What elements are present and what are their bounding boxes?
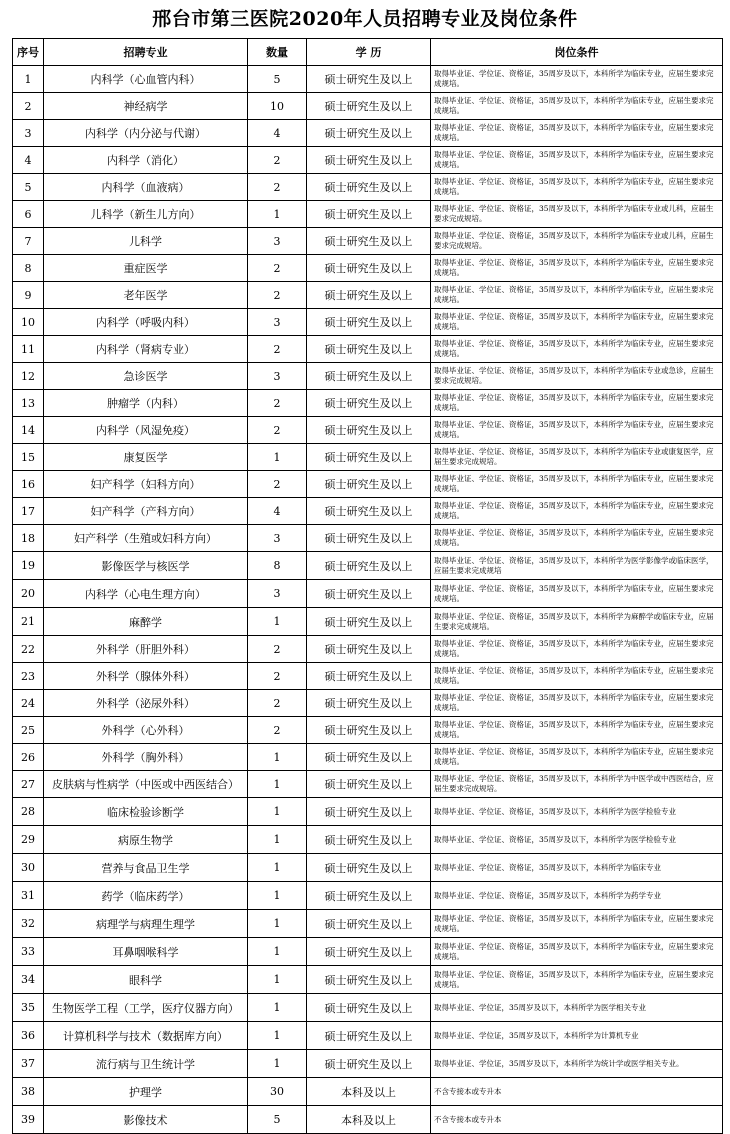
cell-count: 1 bbox=[248, 201, 307, 228]
table-row bbox=[13, 690, 723, 717]
cell-count: 4 bbox=[248, 498, 307, 525]
cell-count: 3 bbox=[248, 363, 307, 390]
cell-count: 2 bbox=[248, 147, 307, 174]
cell-no: 6 bbox=[13, 201, 44, 228]
cell-count: 2 bbox=[248, 717, 307, 744]
cell-major: 外科学（心外科） bbox=[44, 717, 248, 744]
cell-count: 1 bbox=[248, 994, 307, 1022]
cell-education: 硕士研究生及以上 bbox=[307, 798, 431, 826]
cell-no: 10 bbox=[13, 309, 44, 336]
cell-education: 硕士研究生及以上 bbox=[307, 444, 431, 471]
cell-conditions: 取得毕业证、学位证、资格证，35周岁及以下，本科所学为医学影像学或临床医学，应届生要求完成规培 bbox=[431, 552, 723, 580]
cell-conditions: 取得毕业证、学位证、资格证，35周岁及以下，本科所学为临床专业，应届生要求完成规培。 bbox=[431, 471, 723, 498]
cell-conditions: 取得毕业证、学位证、资格证，35周岁及以下，本科所学为临床专业，应届生要求完成规培。 bbox=[431, 690, 723, 717]
table-row bbox=[13, 744, 723, 771]
cell-education: 硕士研究生及以上 bbox=[307, 717, 431, 744]
table-row bbox=[13, 826, 723, 854]
table-row bbox=[13, 228, 723, 255]
cell-major: 内科学（消化） bbox=[44, 147, 248, 174]
cell-no: 36 bbox=[13, 1022, 44, 1050]
cell-no: 14 bbox=[13, 417, 44, 444]
table-row bbox=[13, 636, 723, 663]
cell-conditions: 取得毕业证、学位证、资格证，35周岁及以下，本科所学为临床专业，应届生要求完成规培。 bbox=[431, 498, 723, 525]
cell-conditions: 取得毕业证、学位证、资格证，35周岁及以下，本科所学为临床专业，应届生要求完成规培。 bbox=[431, 120, 723, 147]
cell-major: 外科学（肝胆外科） bbox=[44, 636, 248, 663]
cell-no: 16 bbox=[13, 471, 44, 498]
table-row bbox=[13, 147, 723, 174]
header-education: 学 历 bbox=[307, 39, 431, 66]
table-row bbox=[13, 444, 723, 471]
cell-conditions: 取得毕业证、学位证、资格证，35周岁及以下，本科所学为临床专业，应届生要求完成规培。 bbox=[431, 966, 723, 994]
table-row bbox=[13, 552, 723, 580]
cell-major: 妇产科学（产科方向） bbox=[44, 498, 248, 525]
cell-major: 神经病学 bbox=[44, 93, 248, 120]
table-row bbox=[13, 93, 723, 120]
cell-count: 2 bbox=[248, 282, 307, 309]
cell-education: 硕士研究生及以上 bbox=[307, 120, 431, 147]
cell-major: 儿科学 bbox=[44, 228, 248, 255]
cell-education: 硕士研究生及以上 bbox=[307, 525, 431, 552]
cell-conditions: 不含专接本或专升本 bbox=[431, 1078, 723, 1106]
cell-major: 老年医学 bbox=[44, 282, 248, 309]
cell-count: 1 bbox=[248, 771, 307, 798]
table-row bbox=[13, 966, 723, 994]
cell-major: 肿瘤学（内科） bbox=[44, 390, 248, 417]
cell-conditions: 取得毕业证、学位证、资格证，35周岁及以下，本科所学为药学专业 bbox=[431, 882, 723, 910]
cell-education: 硕士研究生及以上 bbox=[307, 826, 431, 854]
cell-conditions: 取得毕业证、学位证、资格证，35周岁及以下，本科所学为临床专业，应届生要求完成规培。 bbox=[431, 717, 723, 744]
cell-major: 流行病与卫生统计学 bbox=[44, 1050, 248, 1078]
cell-education: 硕士研究生及以上 bbox=[307, 1050, 431, 1078]
header-major: 招聘专业 bbox=[44, 39, 248, 66]
cell-no: 33 bbox=[13, 938, 44, 966]
cell-major: 麻醉学 bbox=[44, 608, 248, 636]
cell-education: 硕士研究生及以上 bbox=[307, 336, 431, 363]
cell-education: 硕士研究生及以上 bbox=[307, 174, 431, 201]
cell-no: 21 bbox=[13, 608, 44, 636]
cell-no: 37 bbox=[13, 1050, 44, 1078]
table-row bbox=[13, 309, 723, 336]
table-row bbox=[13, 120, 723, 147]
cell-no: 26 bbox=[13, 744, 44, 771]
cell-major: 内科学（呼吸内科） bbox=[44, 309, 248, 336]
cell-major: 内科学（心电生理方向） bbox=[44, 580, 248, 608]
cell-education: 硕士研究生及以上 bbox=[307, 882, 431, 910]
cell-no: 19 bbox=[13, 552, 44, 580]
header-count: 数量 bbox=[248, 39, 307, 66]
cell-count: 3 bbox=[248, 228, 307, 255]
cell-major: 外科学（泌尿外科） bbox=[44, 690, 248, 717]
cell-count: 4 bbox=[248, 120, 307, 147]
cell-conditions: 取得毕业证、学位证、资格证，35周岁及以下，本科所学为临床专业，应届生要求完成规培。 bbox=[431, 309, 723, 336]
table-row bbox=[13, 1078, 723, 1106]
cell-conditions: 取得毕业证、学位证，35周岁及以下，本科所学为医学相关专业 bbox=[431, 994, 723, 1022]
cell-count: 3 bbox=[248, 309, 307, 336]
table-row bbox=[13, 994, 723, 1022]
cell-no: 31 bbox=[13, 882, 44, 910]
cell-major: 内科学（心血管内科） bbox=[44, 66, 248, 93]
cell-education: 硕士研究生及以上 bbox=[307, 580, 431, 608]
cell-major: 内科学（内分泌与代谢） bbox=[44, 120, 248, 147]
cell-count: 1 bbox=[248, 966, 307, 994]
cell-count: 30 bbox=[248, 1078, 307, 1106]
cell-education: 硕士研究生及以上 bbox=[307, 66, 431, 93]
cell-education: 硕士研究生及以上 bbox=[307, 690, 431, 717]
table-row bbox=[13, 255, 723, 282]
cell-no: 32 bbox=[13, 910, 44, 938]
cell-major: 影像技术 bbox=[44, 1106, 248, 1134]
cell-conditions: 取得毕业证、学位证、资格证，35周岁及以下，本科所学为临床专业，应届生要求完成规培。 bbox=[431, 147, 723, 174]
cell-conditions: 取得毕业证、学位证、资格证，35周岁及以下，本科所学为临床专业 bbox=[431, 854, 723, 882]
cell-conditions: 取得毕业证、学位证、资格证，35周岁及以下，本科所学为临床专业，应届生要求完成规培。 bbox=[431, 636, 723, 663]
cell-conditions: 取得毕业证、学位证、资格证，35周岁及以下，本科所学为临床专业，应届生要求完成规培。 bbox=[431, 417, 723, 444]
cell-count: 2 bbox=[248, 471, 307, 498]
cell-education: 硕士研究生及以上 bbox=[307, 771, 431, 798]
cell-no: 12 bbox=[13, 363, 44, 390]
cell-major: 康复医学 bbox=[44, 444, 248, 471]
cell-no: 25 bbox=[13, 717, 44, 744]
cell-education: 硕士研究生及以上 bbox=[307, 147, 431, 174]
cell-conditions: 不含专接本或专升本 bbox=[431, 1106, 723, 1134]
cell-no: 15 bbox=[13, 444, 44, 471]
table-row bbox=[13, 174, 723, 201]
cell-no: 30 bbox=[13, 854, 44, 882]
cell-no: 27 bbox=[13, 771, 44, 798]
cell-count: 1 bbox=[248, 882, 307, 910]
cell-education: 本科及以上 bbox=[307, 1078, 431, 1106]
cell-count: 1 bbox=[248, 826, 307, 854]
cell-major: 妇产科学（妇科方向） bbox=[44, 471, 248, 498]
cell-no: 24 bbox=[13, 690, 44, 717]
cell-count: 1 bbox=[248, 938, 307, 966]
cell-major: 眼科学 bbox=[44, 966, 248, 994]
cell-no: 20 bbox=[13, 580, 44, 608]
cell-conditions: 取得毕业证、学位证、资格证，35周岁及以下，本科所学为麻醉学或临床专业，应届生要求完成规培。 bbox=[431, 608, 723, 636]
cell-education: 硕士研究生及以上 bbox=[307, 636, 431, 663]
cell-conditions: 取得毕业证、学位证，35周岁及以下，本科所学为统计学或医学相关专业。 bbox=[431, 1050, 723, 1078]
cell-conditions: 取得毕业证、学位证、资格证，35周岁及以下，本科所学为临床专业，应届生要求完成规培。 bbox=[431, 174, 723, 201]
cell-conditions: 取得毕业证、学位证、资格证，35周岁及以下，本科所学为临床专业或儿科，应届生要求完成规培。 bbox=[431, 228, 723, 255]
cell-no: 8 bbox=[13, 255, 44, 282]
cell-count: 1 bbox=[248, 798, 307, 826]
table-row bbox=[13, 854, 723, 882]
cell-count: 2 bbox=[248, 336, 307, 363]
cell-no: 4 bbox=[13, 147, 44, 174]
cell-conditions: 取得毕业证、学位证、资格证，35周岁及以下，本科所学为医学检验专业 bbox=[431, 826, 723, 854]
table-row bbox=[13, 663, 723, 690]
table-row bbox=[13, 882, 723, 910]
cell-conditions: 取得毕业证、学位证，35周岁及以下，本科所学为计算机专业 bbox=[431, 1022, 723, 1050]
cell-count: 2 bbox=[248, 390, 307, 417]
cell-major: 影像医学与核医学 bbox=[44, 552, 248, 580]
table-row bbox=[13, 910, 723, 938]
cell-education: 硕士研究生及以上 bbox=[307, 938, 431, 966]
table-row bbox=[13, 525, 723, 552]
cell-major: 药学（临床药学） bbox=[44, 882, 248, 910]
cell-education: 硕士研究生及以上 bbox=[307, 201, 431, 228]
header-no: 序号 bbox=[13, 39, 44, 66]
cell-count: 2 bbox=[248, 663, 307, 690]
cell-education: 硕士研究生及以上 bbox=[307, 255, 431, 282]
cell-education: 硕士研究生及以上 bbox=[307, 1022, 431, 1050]
cell-education: 硕士研究生及以上 bbox=[307, 552, 431, 580]
cell-conditions: 取得毕业证、学位证、资格证，35周岁及以下，本科所学为临床专业，应届生要求完成规培。 bbox=[431, 580, 723, 608]
cell-conditions: 取得毕业证、学位证、资格证，35周岁及以下，本科所学为临床专业，应届生要求完成规培。 bbox=[431, 255, 723, 282]
cell-major: 内科学（肾病专业） bbox=[44, 336, 248, 363]
table-row bbox=[13, 498, 723, 525]
cell-no: 35 bbox=[13, 994, 44, 1022]
cell-major: 耳鼻咽喉科学 bbox=[44, 938, 248, 966]
cell-count: 2 bbox=[248, 174, 307, 201]
cell-education: 硕士研究生及以上 bbox=[307, 93, 431, 120]
cell-count: 2 bbox=[248, 636, 307, 663]
cell-conditions: 取得毕业证、学位证、资格证，35周岁及以下，本科所学为临床专业或康复医学，应届生要求完成规培。 bbox=[431, 444, 723, 471]
table-header-row bbox=[13, 39, 723, 66]
cell-major: 病原生物学 bbox=[44, 826, 248, 854]
page-title: 邢台市第三医院2020年人员招聘专业及岗位条件 bbox=[152, 8, 578, 30]
cell-no: 38 bbox=[13, 1078, 44, 1106]
cell-conditions: 取得毕业证、学位证、资格证，35周岁及以下，本科所学为临床专业，应届生要求完成规培。 bbox=[431, 336, 723, 363]
cell-no: 17 bbox=[13, 498, 44, 525]
cell-major: 急诊医学 bbox=[44, 363, 248, 390]
cell-no: 22 bbox=[13, 636, 44, 663]
table-row bbox=[13, 580, 723, 608]
table-row bbox=[13, 608, 723, 636]
cell-no: 11 bbox=[13, 336, 44, 363]
cell-no: 1 bbox=[13, 66, 44, 93]
table-row bbox=[13, 282, 723, 309]
cell-major: 儿科学（新生儿方向） bbox=[44, 201, 248, 228]
cell-conditions: 取得毕业证、学位证、资格证，35周岁及以下，本科所学为临床专业或急诊，应届生要求完成规培。 bbox=[431, 363, 723, 390]
cell-major: 计算机科学与技术（数据库方向） bbox=[44, 1022, 248, 1050]
cell-education: 硕士研究生及以上 bbox=[307, 498, 431, 525]
cell-conditions: 取得毕业证、学位证、资格证，35周岁及以下，本科所学为临床专业，应届生要求完成规培。 bbox=[431, 938, 723, 966]
table-row bbox=[13, 390, 723, 417]
cell-education: 硕士研究生及以上 bbox=[307, 744, 431, 771]
cell-major: 外科学（胸外科） bbox=[44, 744, 248, 771]
cell-education: 硕士研究生及以上 bbox=[307, 663, 431, 690]
cell-no: 5 bbox=[13, 174, 44, 201]
table-row bbox=[13, 717, 723, 744]
cell-education: 硕士研究生及以上 bbox=[307, 966, 431, 994]
cell-education: 硕士研究生及以上 bbox=[307, 309, 431, 336]
cell-conditions: 取得毕业证、学位证、资格证，35周岁及以下，本科所学为临床专业，应届生要求完成规培。 bbox=[431, 66, 723, 93]
cell-conditions: 取得毕业证、学位证、资格证，35周岁及以下，本科所学为临床专业，应届生要求完成规培。 bbox=[431, 390, 723, 417]
table-row bbox=[13, 771, 723, 798]
cell-count: 1 bbox=[248, 744, 307, 771]
cell-major: 妇产科学（生殖或妇科方向） bbox=[44, 525, 248, 552]
cell-count: 5 bbox=[248, 66, 307, 93]
cell-no: 23 bbox=[13, 663, 44, 690]
cell-major: 内科学（血液病） bbox=[44, 174, 248, 201]
cell-no: 7 bbox=[13, 228, 44, 255]
recruitment-table bbox=[12, 38, 723, 1134]
table-row bbox=[13, 66, 723, 93]
table-body bbox=[13, 66, 723, 1134]
table-row bbox=[13, 471, 723, 498]
cell-conditions: 取得毕业证、学位证、资格证，35周岁及以下，本科所学为临床专业，应届生要求完成规培。 bbox=[431, 282, 723, 309]
cell-education: 硕士研究生及以上 bbox=[307, 228, 431, 255]
cell-conditions: 取得毕业证、学位证、资格证，35周岁及以下，本科所学为医学检验专业 bbox=[431, 798, 723, 826]
cell-no: 9 bbox=[13, 282, 44, 309]
cell-no: 39 bbox=[13, 1106, 44, 1134]
cell-education: 硕士研究生及以上 bbox=[307, 282, 431, 309]
table-row bbox=[13, 417, 723, 444]
cell-education: 硕士研究生及以上 bbox=[307, 854, 431, 882]
cell-count: 2 bbox=[248, 690, 307, 717]
cell-count: 10 bbox=[248, 93, 307, 120]
cell-conditions: 取得毕业证、学位证、资格证，35周岁及以下，本科所学为临床专业，应届生要求完成规培。 bbox=[431, 525, 723, 552]
cell-count: 1 bbox=[248, 608, 307, 636]
cell-major: 内科学（风湿免疫） bbox=[44, 417, 248, 444]
cell-major: 病理学与病理生理学 bbox=[44, 910, 248, 938]
cell-education: 本科及以上 bbox=[307, 1106, 431, 1134]
cell-education: 硕士研究生及以上 bbox=[307, 608, 431, 636]
header-conditions: 岗位条件 bbox=[431, 39, 723, 66]
cell-count: 5 bbox=[248, 1106, 307, 1134]
cell-count: 3 bbox=[248, 580, 307, 608]
table-row bbox=[13, 798, 723, 826]
cell-count: 1 bbox=[248, 1022, 307, 1050]
cell-major: 重症医学 bbox=[44, 255, 248, 282]
table-row bbox=[13, 336, 723, 363]
cell-conditions: 取得毕业证、学位证、资格证，35周岁及以下，本科所学为中医学或中西医结合，应届生要求完成规培。 bbox=[431, 771, 723, 798]
cell-no: 29 bbox=[13, 826, 44, 854]
cell-conditions: 取得毕业证、学位证、资格证，35周岁及以下，本科所学为临床专业，应届生要求完成规培。 bbox=[431, 93, 723, 120]
cell-major: 皮肤病与性病学（中医或中西医结合） bbox=[44, 771, 248, 798]
cell-major: 外科学（腺体外科） bbox=[44, 663, 248, 690]
cell-conditions: 取得毕业证、学位证、资格证，35周岁及以下，本科所学为临床专业，应届生要求完成规培。 bbox=[431, 910, 723, 938]
cell-no: 2 bbox=[13, 93, 44, 120]
cell-conditions: 取得毕业证、学位证、资格证，35周岁及以下，本科所学为临床专业，应届生要求完成规培。 bbox=[431, 663, 723, 690]
cell-major: 临床检验诊断学 bbox=[44, 798, 248, 826]
cell-no: 28 bbox=[13, 798, 44, 826]
table-row bbox=[13, 938, 723, 966]
cell-count: 2 bbox=[248, 255, 307, 282]
cell-education: 硕士研究生及以上 bbox=[307, 417, 431, 444]
cell-conditions: 取得毕业证、学位证、资格证，35周岁及以下，本科所学为临床专业或儿科，应届生要求完成规培。 bbox=[431, 201, 723, 228]
table-row bbox=[13, 1106, 723, 1134]
cell-education: 硕士研究生及以上 bbox=[307, 390, 431, 417]
cell-education: 硕士研究生及以上 bbox=[307, 994, 431, 1022]
cell-count: 1 bbox=[248, 854, 307, 882]
cell-count: 1 bbox=[248, 1050, 307, 1078]
cell-major: 生物医学工程（工学，医疗仪器方向） bbox=[44, 994, 248, 1022]
cell-count: 2 bbox=[248, 417, 307, 444]
cell-major: 护理学 bbox=[44, 1078, 248, 1106]
cell-count: 8 bbox=[248, 552, 307, 580]
cell-count: 1 bbox=[248, 910, 307, 938]
cell-no: 3 bbox=[13, 120, 44, 147]
cell-major: 营养与食品卫生学 bbox=[44, 854, 248, 882]
table-row bbox=[13, 201, 723, 228]
cell-conditions: 取得毕业证、学位证、资格证，35周岁及以下，本科所学为临床专业，应届生要求完成规培。 bbox=[431, 744, 723, 771]
cell-education: 硕士研究生及以上 bbox=[307, 910, 431, 938]
cell-no: 34 bbox=[13, 966, 44, 994]
table-row bbox=[13, 1050, 723, 1078]
table-row bbox=[13, 363, 723, 390]
cell-education: 硕士研究生及以上 bbox=[307, 471, 431, 498]
cell-education: 硕士研究生及以上 bbox=[307, 363, 431, 390]
cell-count: 3 bbox=[248, 525, 307, 552]
cell-no: 18 bbox=[13, 525, 44, 552]
table-row bbox=[13, 1022, 723, 1050]
cell-count: 1 bbox=[248, 444, 307, 471]
cell-no: 13 bbox=[13, 390, 44, 417]
